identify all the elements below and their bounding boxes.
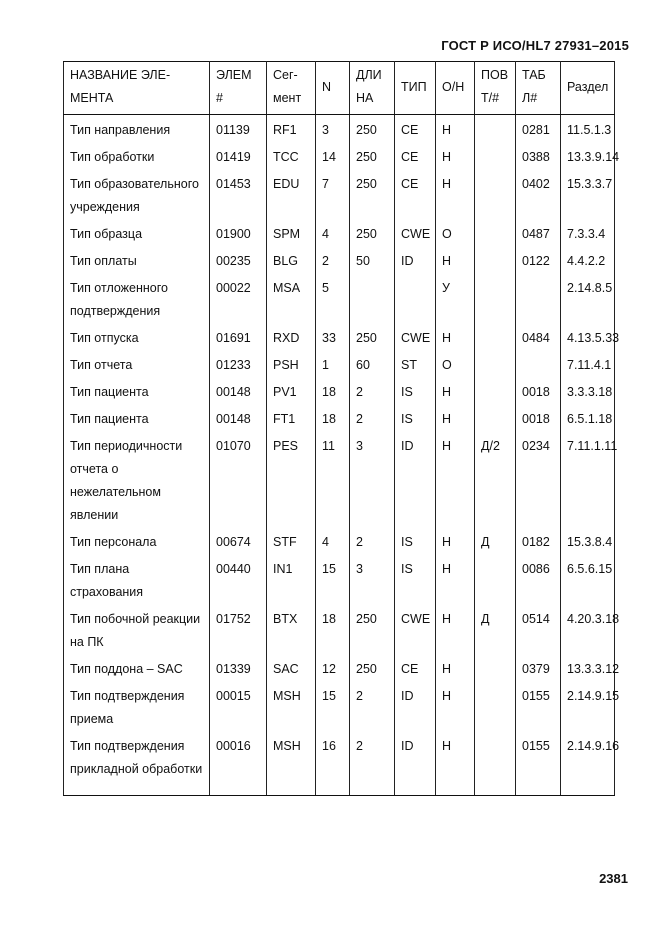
cell-element-name: Тип направления [64,115,210,146]
page-number: 2381 [599,871,628,886]
cell-segment: PSH [267,353,316,380]
cell-element-number: 01453 [210,172,267,222]
cell-element-number: 01233 [210,353,267,380]
cell-segment: STF [267,530,316,557]
column-header-segment: Сег- мент [267,62,316,115]
column-header-element-number: ЭЛЕМ # [210,62,267,115]
cell-optionality: Н [436,684,475,734]
cell-length: 250 [350,172,395,222]
cell-element-number: 00016 [210,734,267,796]
cell-length: 2 [350,407,395,434]
cell-table-number: 0402 [516,172,561,222]
cell-type: CE [395,172,436,222]
cell-section: 4.20.3.18 [561,607,615,657]
cell-element-number: 00440 [210,557,267,607]
cell-table-number: 0155 [516,734,561,796]
cell-type: CE [395,657,436,684]
cell-section: 13.3.9.14 [561,145,615,172]
cell-section: 2.14.9.16 [561,734,615,796]
cell-element-name: Тип отложенного подтверждения [64,276,210,326]
table-row [64,407,615,434]
cell-optionality: Н [436,172,475,222]
cell-optionality: Н [436,249,475,276]
cell-element-name: Тип периодичности отчета о нежелательном явлении [64,434,210,530]
cell-optionality: О [436,353,475,380]
cell-segment: PES [267,434,316,530]
cell-table-number: 0484 [516,326,561,353]
cell-length: 50 [350,249,395,276]
cell-section: 3.3.3.18 [561,380,615,407]
cell-type: IS [395,380,436,407]
cell-section: 4.13.5.33 [561,326,615,353]
cell-repeat [475,249,516,276]
cell-length: 2 [350,684,395,734]
cell-n: 18 [316,380,350,407]
table-row [64,734,615,796]
cell-segment: FT1 [267,407,316,434]
column-header-section: Раздел [561,62,615,115]
table-header-row [64,62,615,115]
cell-segment: SAC [267,657,316,684]
cell-type: CWE [395,326,436,353]
cell-segment: TCC [267,145,316,172]
cell-n: 5 [316,276,350,326]
cell-n: 1 [316,353,350,380]
table-row [64,249,615,276]
cell-element-name: Тип подтверждения приема [64,684,210,734]
cell-repeat [475,276,516,326]
cell-optionality: О [436,222,475,249]
cell-element-name: Тип отпуска [64,326,210,353]
cell-optionality: Н [436,434,475,530]
cell-n: 4 [316,222,350,249]
table-row [64,172,615,222]
cell-section: 6.5.6.15 [561,557,615,607]
column-header-element-name: НАЗВАНИЕ ЭЛЕ- МЕНТА [64,62,210,115]
cell-element-name: Тип обработки [64,145,210,172]
table-row [64,276,615,326]
cell-element-name: Тип образца [64,222,210,249]
cell-segment: MSA [267,276,316,326]
cell-table-number: 0388 [516,145,561,172]
cell-type: ID [395,434,436,530]
cell-section: 13.3.3.12 [561,657,615,684]
cell-type: CWE [395,222,436,249]
cell-length: 3 [350,557,395,607]
cell-segment: EDU [267,172,316,222]
cell-type: ID [395,249,436,276]
cell-n: 11 [316,434,350,530]
column-header-table-number: ТАБ Л# [516,62,561,115]
cell-section: 15.3.8.4 [561,530,615,557]
cell-repeat: Д/2 [475,434,516,530]
cell-element-name: Тип подтверждения прикладной обработки [64,734,210,796]
cell-length: 2 [350,380,395,407]
cell-n: 7 [316,172,350,222]
cell-table-number: 0379 [516,657,561,684]
cell-table-number [516,276,561,326]
cell-optionality: Н [436,326,475,353]
cell-element-number: 00022 [210,276,267,326]
cell-type: ID [395,684,436,734]
cell-length: 250 [350,607,395,657]
cell-segment: MSH [267,684,316,734]
table-row [64,684,615,734]
cell-repeat [475,115,516,146]
cell-segment: MSH [267,734,316,796]
cell-element-name: Тип персонала [64,530,210,557]
table-body [64,115,620,796]
cell-type: CE [395,115,436,146]
column-header-repeat: ПОВ Т/# [475,62,516,115]
table-row [64,657,615,684]
cell-repeat: Д [475,607,516,657]
cell-type: IS [395,530,436,557]
cell-type: ID [395,734,436,796]
column-header-length: ДЛИ НА [350,62,395,115]
cell-type: IS [395,407,436,434]
cell-length: 250 [350,657,395,684]
table-row [64,557,615,607]
cell-element-number: 01419 [210,145,267,172]
cell-optionality: Н [436,607,475,657]
table-row [64,530,615,557]
cell-repeat [475,326,516,353]
cell-length: 2 [350,530,395,557]
cell-type: ST [395,353,436,380]
cell-optionality: Н [436,380,475,407]
cell-table-number [516,353,561,380]
column-header-optionality: О/Н [436,62,475,115]
cell-n: 16 [316,734,350,796]
cell-element-name: Тип пациента [64,380,210,407]
cell-segment: BTX [267,607,316,657]
column-header-n: N [316,62,350,115]
cell-n: 3 [316,115,350,146]
cell-repeat [475,657,516,684]
cell-element-name: Тип пациента [64,407,210,434]
cell-length: 250 [350,115,395,146]
cell-length [350,276,395,326]
cell-repeat [475,145,516,172]
cell-section: 2.14.9.15 [561,684,615,734]
table-row [64,380,615,407]
cell-type: IS [395,557,436,607]
cell-n: 15 [316,684,350,734]
cell-section: 7.11.4.1 [561,353,615,380]
table-row [64,145,615,172]
cell-optionality: Н [436,657,475,684]
cell-element-name: Тип плана страхования [64,557,210,607]
cell-section: 2.14.8.5 [561,276,615,326]
cell-repeat: Д [475,530,516,557]
cell-repeat [475,380,516,407]
cell-segment: PV1 [267,380,316,407]
cell-section: 7.3.3.4 [561,222,615,249]
cell-repeat [475,557,516,607]
cell-table-number: 0086 [516,557,561,607]
cell-table-number: 0281 [516,115,561,146]
cell-element-number: 00148 [210,407,267,434]
cell-element-number: 01752 [210,607,267,657]
cell-optionality: Н [436,145,475,172]
cell-optionality: Н [436,530,475,557]
cell-element-number: 00015 [210,684,267,734]
table-row [64,353,615,380]
cell-segment: SPM [267,222,316,249]
cell-repeat [475,222,516,249]
cell-table-number: 0018 [516,380,561,407]
cell-element-number: 00148 [210,380,267,407]
cell-length: 60 [350,353,395,380]
column-header-type: ТИП [395,62,436,115]
cell-table-number: 0514 [516,607,561,657]
table-row [64,222,615,249]
cell-section: 4.4.2.2 [561,249,615,276]
cell-length: 250 [350,326,395,353]
cell-element-number: 00674 [210,530,267,557]
table-row [64,434,615,530]
cell-type: CWE [395,607,436,657]
cell-element-number: 01691 [210,326,267,353]
cell-element-number: 01139 [210,115,267,146]
table-row [64,326,615,353]
cell-n: 14 [316,145,350,172]
cell-segment: RF1 [267,115,316,146]
cell-segment: RXD [267,326,316,353]
cell-section: 11.5.1.3 [561,115,615,146]
cell-repeat [475,353,516,380]
cell-table-number: 0234 [516,434,561,530]
cell-n: 2 [316,249,350,276]
cell-element-name: Тип оплаты [64,249,210,276]
cell-type: CE [395,145,436,172]
table-row [64,115,615,146]
cell-segment: IN1 [267,557,316,607]
cell-n: 15 [316,557,350,607]
cell-repeat [475,407,516,434]
cell-element-name: Тип побочной реакции на ПК [64,607,210,657]
cell-element-number: 01339 [210,657,267,684]
cell-repeat [475,684,516,734]
cell-table-number: 0122 [516,249,561,276]
document-header: ГОСТ Р ИСО/HL7 27931–2015 [441,38,629,53]
cell-length: 2 [350,734,395,796]
cell-type [395,276,436,326]
cell-optionality: Н [436,734,475,796]
cell-table-number: 0182 [516,530,561,557]
cell-element-number: 00235 [210,249,267,276]
cell-table-number: 0018 [516,407,561,434]
data-elements-table [63,61,620,796]
cell-optionality: Н [436,407,475,434]
cell-element-name: Тип образовательного учреждения [64,172,210,222]
cell-n: 12 [316,657,350,684]
cell-n: 18 [316,407,350,434]
cell-repeat [475,734,516,796]
cell-optionality: Н [436,115,475,146]
cell-optionality: Н [436,557,475,607]
cell-element-number: 01070 [210,434,267,530]
cell-section: 6.5.1.18 [561,407,615,434]
cell-n: 18 [316,607,350,657]
cell-element-number: 01900 [210,222,267,249]
cell-section: 7.11.1.11 [561,434,615,530]
cell-length: 3 [350,434,395,530]
cell-optionality: У [436,276,475,326]
cell-n: 33 [316,326,350,353]
cell-table-number: 0155 [516,684,561,734]
cell-section: 15.3.3.7 [561,172,615,222]
table-row [64,607,615,657]
cell-length: 250 [350,145,395,172]
cell-length: 250 [350,222,395,249]
cell-segment: BLG [267,249,316,276]
cell-repeat [475,172,516,222]
cell-element-name: Тип отчета [64,353,210,380]
cell-element-name: Тип поддона – SAC [64,657,210,684]
cell-table-number: 0487 [516,222,561,249]
cell-n: 4 [316,530,350,557]
